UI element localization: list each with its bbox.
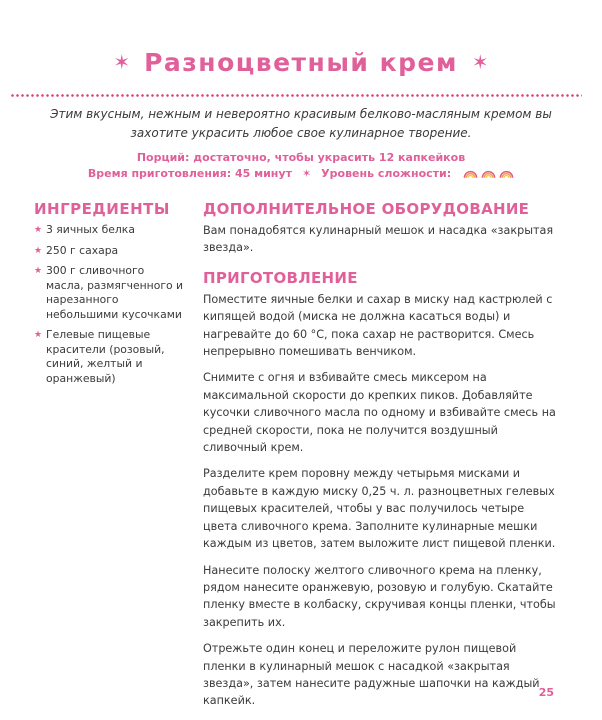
star-bullet-icon: ★	[34, 330, 43, 340]
page-number: 25	[538, 686, 554, 699]
difficulty-rating	[463, 169, 514, 178]
star-bullet-icon: ★	[34, 225, 43, 235]
time-difficulty-line	[0, 167, 602, 180]
list-item	[34, 223, 184, 238]
rainbow-icon	[463, 169, 478, 178]
rainbow-icon	[499, 169, 514, 178]
preparation-heading-text: ПРИГОТОВЛЕНИЕ	[203, 268, 358, 287]
preparation-step: Поместите яичные белки и сахар в миску над кастрюлей с кипящей водой (миска не должна касаться воды) и нагревайте до 60 °С, пока сахар не растворится. Смесь непрерывно помешивать венчиком.	[203, 292, 553, 359]
equipment-heading	[203, 200, 558, 218]
star-icon: ✶	[301, 167, 312, 180]
preparation-step: Разделите крем поровну между четырьмя мисками и добавьте в каждую миску 0,25 ч. л. разноцветных гелевых пищевых красителей, чтобы у вас получилось четыре цвета сливочного крема. Заполните кулинарные мешки каждым из цветов, затем выложите лист пищевой пленки.	[203, 467, 556, 551]
title-row	[0, 42, 602, 82]
list-item	[34, 264, 184, 322]
star-bullet-icon: ★	[34, 266, 43, 276]
ingredient-text: 300 г сливочного масла, размягченного и нарезанного небольшими кусочками	[46, 264, 184, 321]
rainbow-icon	[481, 169, 496, 178]
list-item	[34, 328, 184, 386]
ingredients-heading-text: ИНГРЕДИЕНТЫ	[34, 200, 170, 218]
intro-text: Этим вкусным, нежным и невероятно красивым белково-масляным кремом вы захотите украсить любое свое кулинарное творение.	[50, 107, 552, 140]
star-bullet-icon: ★	[34, 245, 43, 256]
preparation-heading	[203, 269, 558, 287]
method-section	[203, 200, 558, 719]
portions-line: Порций: достаточно, чтобы украсить 12 капкейков	[136, 151, 466, 164]
equipment-heading-text: ДОПОЛНИТЕЛЬНОЕ ОБОРУДОВАНИЕ	[203, 200, 530, 218]
equipment-text: Вам понадобятся кулинарный мешок и насадка «закрытая звезда».	[203, 224, 554, 255]
star-icon: ✶	[471, 50, 489, 74]
ingredient-text: Гелевые пищевые красители (розовый, синий, желтый и оранжевый)	[46, 328, 165, 385]
preparation-step: Нанесите полоску желтого сливочного крема на пленку, рядом нанесите оранжевую, розовую и голубую. Скатайте пленку вместе в колбаску, скручивая концы пленки, чтобы закрепить их.	[203, 563, 556, 629]
ingredients-section	[34, 200, 184, 392]
preparation-step: Снимите с огня и взбивайте смесь миксером на максимальной скорости до крепких пиков. Добавляйте кусочки сливочного масла по одному и взбивайте смесь на средней скорости, пока не получится воздушный сливочный крем.	[203, 371, 556, 455]
star-icon: ✶	[113, 50, 131, 74]
cooking-time: Время приготовления: 45 минут	[87, 167, 292, 180]
ingredients-list	[34, 223, 184, 386]
difficulty-label: Уровень сложности:	[321, 167, 452, 180]
ingredient-text: 3 яичных белка	[46, 223, 135, 236]
preparation-step: Отрежьте один конец и переложите рулон пищевой пленки в кулинарный мешок с насадкой «закрытая звезда», затем нанесите радужные шапочки на каждый капкейк.	[203, 642, 540, 708]
ingredients-heading	[34, 200, 184, 218]
ingredient-text: 250 г сахара	[46, 243, 119, 257]
page-title: Разноцветный крем	[144, 47, 458, 77]
list-item	[34, 244, 184, 259]
dotted-divider	[10, 94, 582, 97]
